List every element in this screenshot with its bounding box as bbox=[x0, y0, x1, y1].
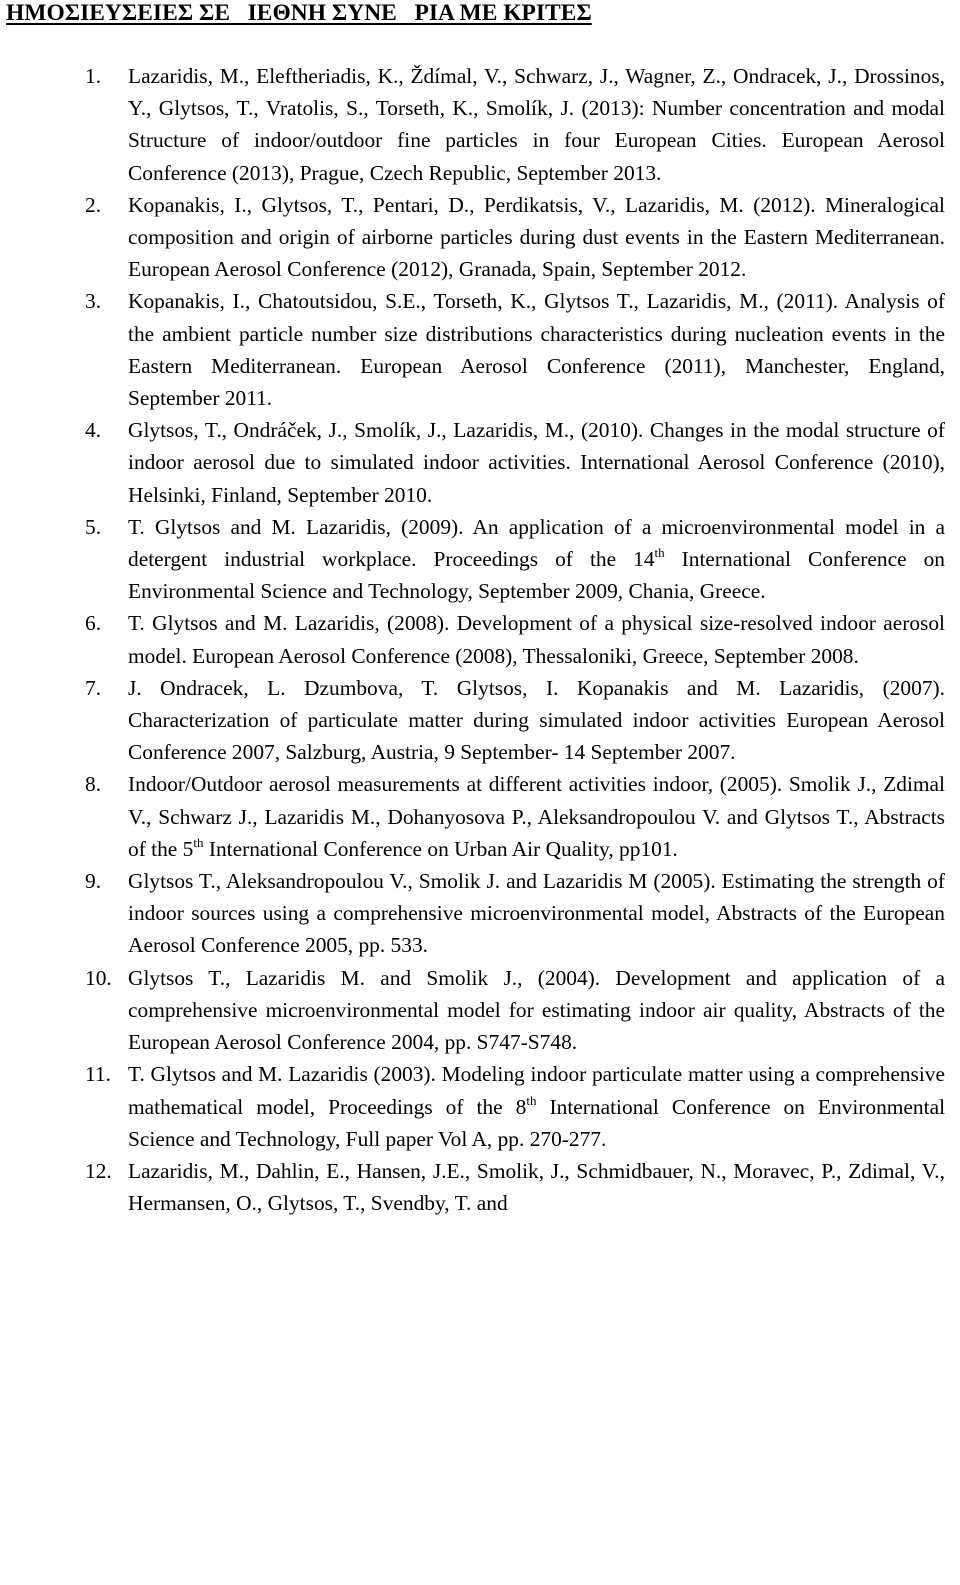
publication-number: 1. bbox=[85, 64, 102, 88]
publication-number: 12. bbox=[85, 1158, 112, 1183]
citation-text: International Conference on Environmental Science and Technology, Full paper Vol A, pp. 270-277. bbox=[128, 1094, 946, 1151]
publication-list bbox=[0, 60, 960, 1219]
citation-text: Lazaridis, M., Eleftheriadis, K., Ždímal, V., Schwarz, J., Wagner, Z., Ondracek, J., Drossinos, Y., Glytsos, T., Vratolis, S., Torseth, K., Smolík, J. (2013): Number concentration and modal Structure of indoor/outdoor fine particles in four European Cities. European Aerosol Conference (2013), Prague, Czech Republic, September 2013. bbox=[128, 64, 945, 185]
citation-text: T. Glytsos and M. Lazaridis (2003). Modeling indoor particulate matter using a comprehensive mathematical model, Proceedings of the 8 bbox=[128, 1062, 945, 1119]
citation-text: Kopanakis, I., Glytsos, T., Pentari, D., Perdikatsis, V., Lazaridis, M. (2012). Mineralogical composition and origin of airborne particles during dust events in the Eastern Mediterranean. European Aerosol Conference (2012), Granada, Spain, September 2012. bbox=[128, 192, 945, 282]
publication-citation bbox=[128, 511, 945, 608]
publication-citation bbox=[128, 768, 945, 865]
publication-item bbox=[0, 607, 960, 671]
publication-citation bbox=[128, 607, 945, 671]
citation-text: T. Glytsos and M. Lazaridis, (2009). An application of a microenvironmental model in a detergent industrial workplace. Proceedings of the 14 bbox=[128, 514, 945, 572]
publication-citation bbox=[128, 60, 945, 189]
ordinal-superscript: th bbox=[193, 834, 204, 850]
publication-item bbox=[0, 768, 960, 865]
publication-citation bbox=[128, 1058, 945, 1155]
publication-number: 2. bbox=[85, 192, 102, 217]
publication-item bbox=[0, 189, 960, 286]
citation-text: Indoor/Outdoor aerosol measurements at different activities indoor, (2005). Smolik J., Zdimal V., Schwarz J., Lazaridis M., Dohanyosova P., Aleksandropoulou V. and Glytsos T., Abstracts of the 5 bbox=[128, 772, 945, 861]
publication-item bbox=[0, 60, 960, 189]
publication-item bbox=[0, 962, 960, 1059]
ordinal-superscript: th bbox=[654, 545, 665, 561]
publication-item bbox=[0, 1155, 960, 1219]
publication-item bbox=[0, 672, 960, 769]
publication-item bbox=[0, 865, 960, 962]
publication-number: 6. bbox=[85, 611, 102, 636]
citation-text: Glytsos, T., Ondráček, J., Smolík, J., Lazaridis, M., (2010). Changes in the modal structure of indoor aerosol due to simulated indoor activities. International Aerosol Conference (2010), Helsinki, Finland, September 2010. bbox=[128, 418, 945, 507]
ordinal-superscript: th bbox=[526, 1092, 537, 1108]
publication-citation bbox=[128, 962, 945, 1059]
citation-text: Lazaridis, M., Dahlin, E., Hansen, J.E., Smolik, J., Schmidbauer, N., Moravec, P., Zdimal, V., Hermansen, O., Glytsos, T., Svendby, T. and bbox=[128, 1158, 945, 1216]
publication-citation bbox=[128, 414, 945, 511]
citation-text: International Conference on Environmental Science and Technology, September 2009, Chania, Greece. bbox=[128, 547, 945, 604]
publication-item bbox=[0, 511, 960, 608]
publication-number: 10. bbox=[85, 965, 112, 990]
citation-text: Kopanakis, I., Chatoutsidou, S.E., Torseth, K., Glytsos T., Lazaridis, M., (2011). Analysis of the ambient particle number size distributions characteristics during nucleation events in the Eastern Mediterranean. European Aerosol Conference (2011), Manchester, England, September 2011. bbox=[128, 289, 945, 411]
citation-text: T. Glytsos and M. Lazaridis, (2008). Development of a physical size-resolved indoor aerosol model. European Aerosol Conference (2008), Thessaloniki, Greece, September 2008. bbox=[128, 611, 945, 668]
publication-item bbox=[0, 1058, 960, 1155]
publication-item bbox=[0, 285, 960, 414]
publication-number: 4. bbox=[85, 418, 102, 443]
citation-text: J. Ondracek, L. Dzumbova, T. Glytsos, I. Kopanakis and M. Lazaridis, (2007). Characterization of particulate matter during simulated indoor activities European Aerosol Conference 2007, Salzburg, Austria, 9 September- 14 September 2007. bbox=[128, 675, 945, 765]
citation-text: International Conference on Urban Air Quality, pp101. bbox=[203, 836, 678, 861]
publication-citation bbox=[128, 189, 945, 286]
publication-item bbox=[0, 414, 960, 511]
publication-number: 11. bbox=[85, 1062, 111, 1087]
publication-number: 5. bbox=[85, 514, 102, 539]
publication-citation bbox=[128, 672, 945, 769]
publication-number: 3. bbox=[85, 289, 102, 314]
publication-citation bbox=[128, 285, 945, 414]
publication-number: 7. bbox=[85, 675, 102, 700]
page-heading: ΗΜΟΣΙΕΥΣΕΙΕΣ ΣΕ ΙΕΘΝΗ ΣΥΝΕ ΡΙΑ ΜΕ ΚΡΙΤΕΣ bbox=[6, 0, 592, 26]
publication-number: 8. bbox=[85, 772, 102, 797]
citation-text: Glytsos T., Aleksandropoulou V., Smolik J. and Lazaridis M (2005). Estimating the strength of indoor sources using a comprehensive microenvironmental model, Abstracts of the European Aerosol Conference 2005, pp. 533. bbox=[128, 869, 945, 958]
citation-text: Glytsos T., Lazaridis M. and Smolik J., (2004). Development and application of a comprehensive microenvironmental model for estimating indoor air quality, Abstracts of the European Aerosol Conference 2004, pp. S747-S748. bbox=[128, 965, 945, 1055]
publication-number: 9. bbox=[85, 869, 102, 894]
publication-citation bbox=[128, 865, 945, 962]
publication-citation bbox=[128, 1155, 945, 1219]
